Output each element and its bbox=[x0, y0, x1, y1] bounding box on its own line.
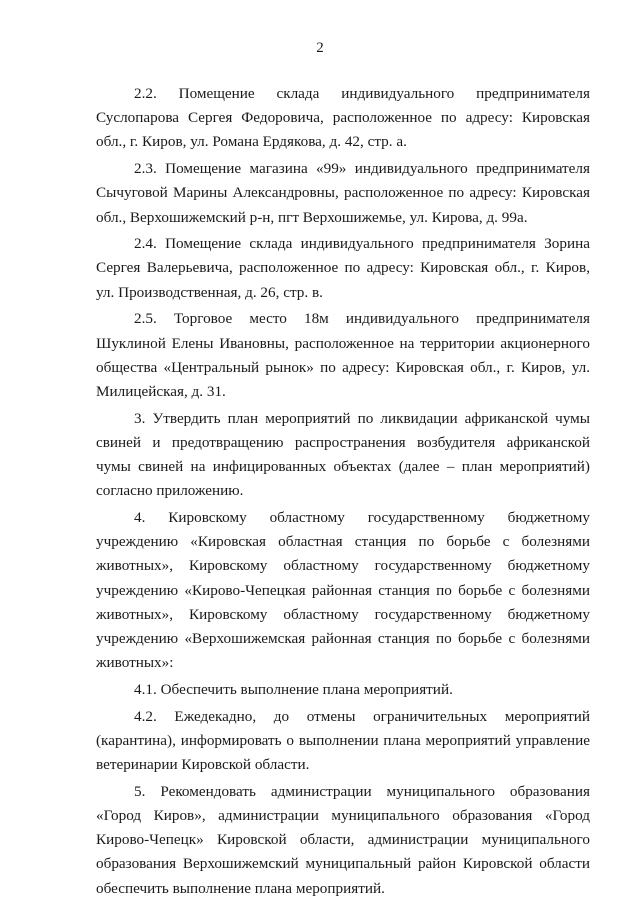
paragraph-5: 5. Рекомендовать администрации муниципального образования «Город Киров», администрации муниципального образования «Город Кирово-Чепецк» Кировской области, администрации муниципального образования Верхошижемский муниципальный район Кировской области обеспечить выполнение плана мероприятий. bbox=[96, 782, 590, 897]
paragraph-2-2: 2.2. Помещение склада индивидуального предпринимателя Суслопарова Сергея Федоровича, расположенное по адресу: Кировская обл., г. Киров, ул. Романа Ердякова, д. 42, стр. а. bbox=[96, 85, 590, 151]
paragraph-4-2: 4.2. Ежедекадно, до отмены ограничительных мероприятий (карантина), информировать о выполнении плана мероприятий управление ветеринарии Кировской области. bbox=[96, 707, 590, 773]
paragraph-2-5: 2.5. Торговое место 18м индивидуального предпринимателя Шуклиной Елены Ивановны, расположенное на территории акционерного общества «Центральный рынок» по адресу: Кировская обл., г. Киров, ул. Милицейская, д. 31. bbox=[96, 310, 590, 400]
paragraph-4: 4. Кировскому областному государственному бюджетному учреждению «Кировская областная станция по борьбе с болезнями животных», Кировскому областному государственному бюджетному учреждению «Кирово-Чепецкая районная станция по борьбе с болезнями животных», Кировскому областному государственному бюджетному учреждению «Верхошижемская районная станция по борьбе с болезнями животных»: bbox=[96, 508, 590, 672]
document-body bbox=[96, 82, 590, 901]
paragraph-4-1: 4.1. Обеспечить выполнение плана мероприятий. bbox=[134, 680, 453, 698]
paragraph-2-4: 2.4. Помещение склада индивидуального предпринимателя Зорина Сергея Валерьевича, расположенное по адресу: Кировская обл., г. Киров, ул. Производственная, д. 26, стр. в. bbox=[96, 235, 590, 301]
page-number: 2 bbox=[316, 40, 324, 56]
paragraph-3: 3. Утвердить план мероприятий по ликвидации африканской чумы свиней и предотвращению распространения возбудителя африканской чумы свиней на инфицированных объектах (далее – план мероприятий) согласно приложению. bbox=[96, 409, 590, 500]
paragraph-2-3: 2.3. Помещение магазина «99» индивидуального предпринимателя Сычуговой Марины Александровны, расположенное по адресу: Кировская обл., Верхошижемский р-н, пгт Верхошижемье, ул. Кирова, д. 99а. bbox=[96, 160, 590, 226]
